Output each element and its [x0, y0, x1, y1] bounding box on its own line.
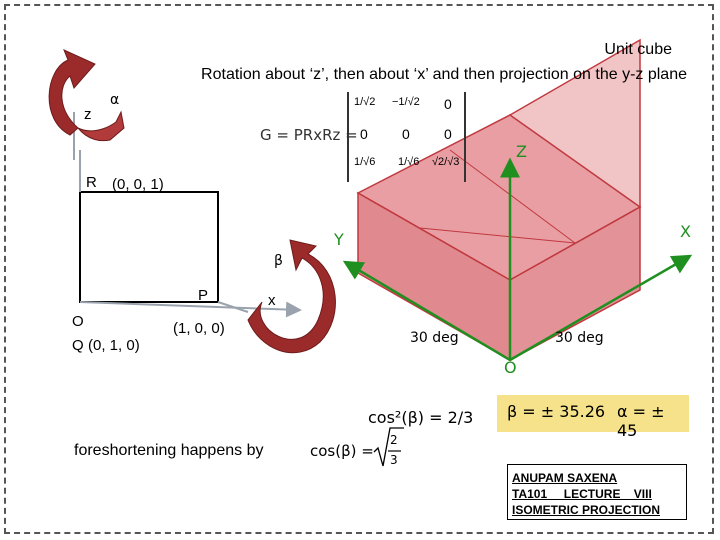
- label-O: O: [72, 313, 84, 330]
- cos-beta-numerator: 2: [390, 433, 398, 447]
- sqrt-symbol: [374, 428, 404, 466]
- iso-origin-label: O: [504, 358, 517, 377]
- z-axis-label: z: [84, 106, 92, 123]
- label-R: R: [86, 174, 97, 191]
- matrix-equation: G = PRxRz =: [260, 126, 358, 144]
- matrix-cell: √2/√3: [432, 156, 460, 168]
- iso-z-label: Z: [516, 142, 527, 161]
- x-axis-label: x: [268, 292, 276, 309]
- coord-R: (0, 0, 1): [112, 176, 164, 193]
- title-line-2: Rotation about ‘z’, then about ‘x’ and then projection on the y-z plane: [201, 66, 687, 83]
- credit-box: [507, 464, 687, 520]
- cos-squared-equation: cos²(β) = 2/3: [368, 408, 474, 427]
- foreshortening-text: foreshortening happens by: [74, 442, 264, 459]
- alpha-label: α: [110, 92, 120, 108]
- angle-left-label: 30 deg: [410, 330, 459, 346]
- label-Q: Q: [72, 337, 84, 354]
- iso-x-label: X: [680, 222, 691, 241]
- angle-right-label: 30 deg: [555, 330, 604, 346]
- coord-P: (1, 0, 0): [173, 320, 225, 337]
- credit-course: TA101 LECTURE VIII: [512, 487, 652, 501]
- cos-beta-prefix: cos(β) =: [310, 442, 374, 460]
- matrix-cell: −1/√2: [392, 96, 420, 108]
- matrix-cell: 0: [444, 96, 452, 112]
- iso-y-label: Y: [334, 230, 344, 249]
- x-axis-line: [80, 302, 300, 310]
- matrix-cell: 0: [402, 126, 410, 142]
- credit-topic: ISOMETRIC PROJECTION: [512, 503, 661, 517]
- matrix-cell: 1/√6: [354, 156, 376, 168]
- matrix-cell: 1/√2: [354, 96, 376, 108]
- square-projection: [80, 192, 218, 302]
- coord-Q: (0, 1, 0): [88, 337, 140, 354]
- rotation-x-arrow-icon: [248, 240, 335, 353]
- matrix-cell: 0: [360, 126, 368, 142]
- title-line-1: Unit cube: [604, 41, 672, 58]
- cos-beta-denominator: 3: [390, 453, 398, 467]
- label-P: P: [198, 287, 209, 304]
- matrix-cell: 1/√6: [398, 156, 420, 168]
- alpha-result: α = ± 45: [617, 402, 665, 440]
- beta-result: β = ± 35.26: [507, 402, 606, 421]
- matrix-cell: 0: [444, 126, 452, 142]
- isometric-cube: [358, 40, 640, 360]
- beta-label: β: [274, 253, 283, 269]
- matrix-grid: [352, 92, 464, 182]
- result-highlight-box: [497, 395, 689, 440]
- credit-author: ANUPAM SAXENA: [512, 471, 618, 485]
